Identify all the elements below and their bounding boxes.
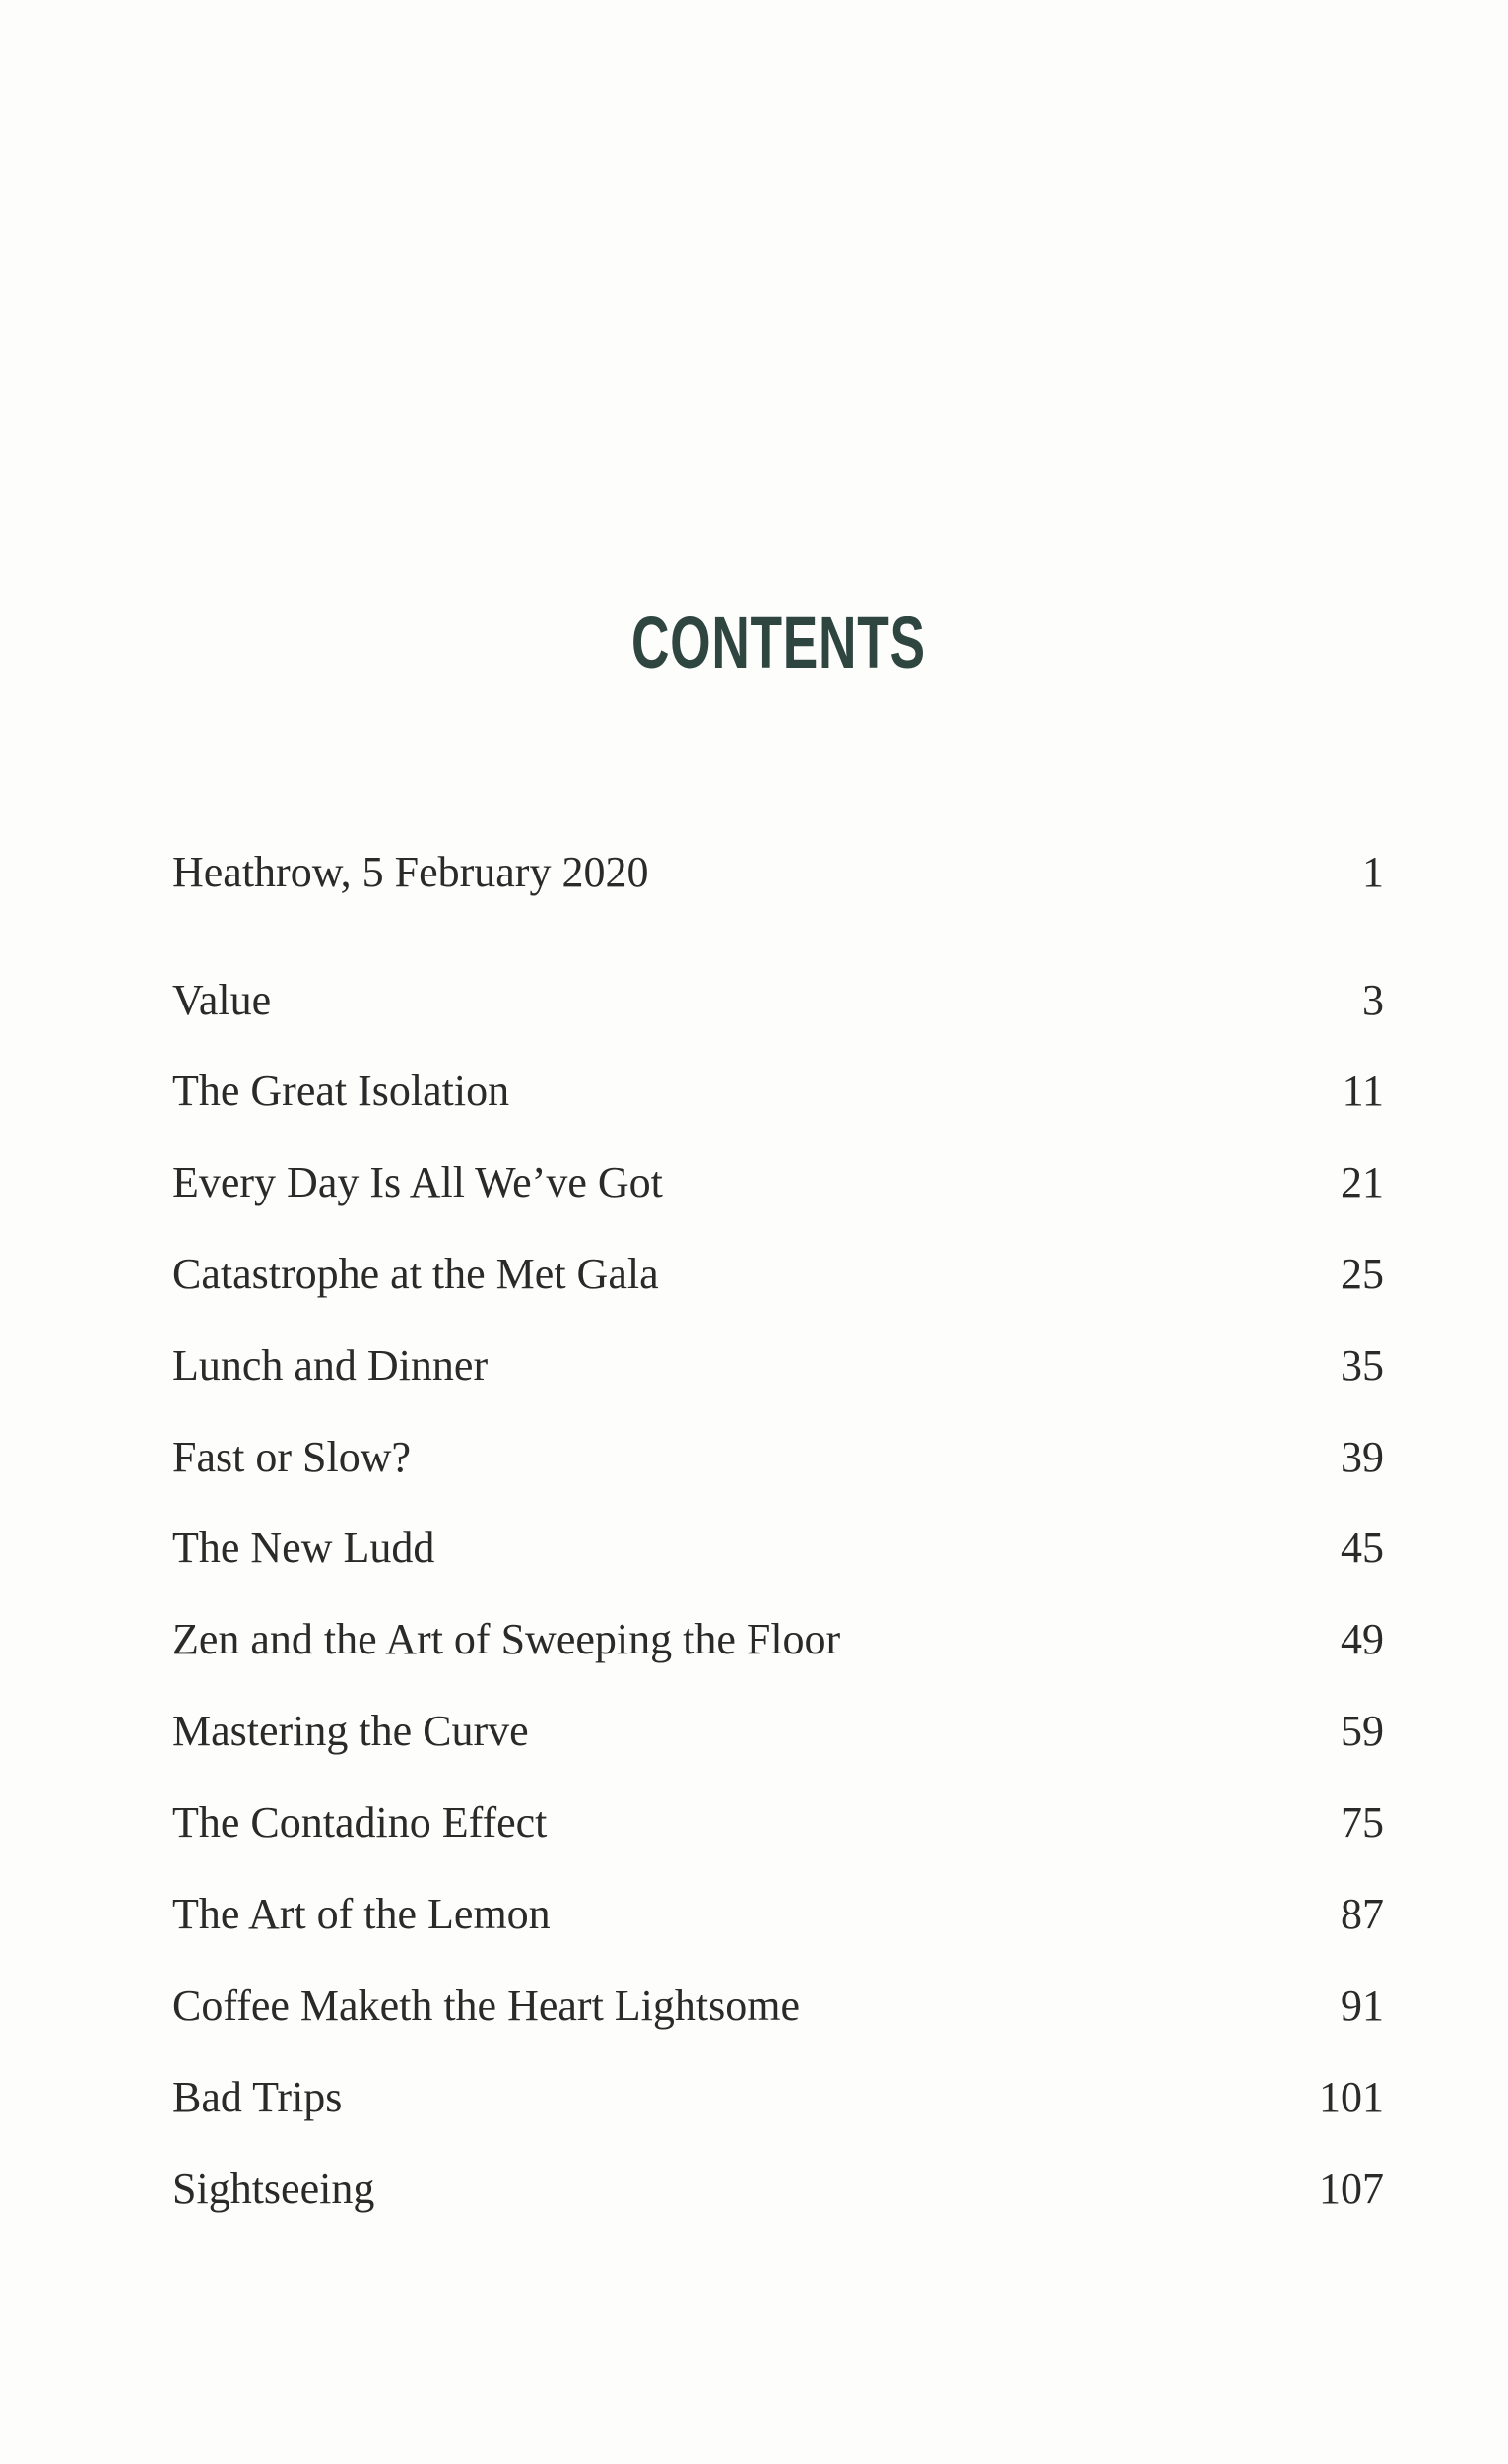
toc-entry-page: 21 — [1341, 1158, 1384, 1206]
toc-entry-page: 35 — [1341, 1341, 1384, 1390]
toc-entry-title: Value — [172, 976, 272, 1024]
toc-entry-page: 39 — [1341, 1433, 1384, 1481]
toc-entry-page: 49 — [1341, 1615, 1384, 1663]
toc-entry-title: Coffee Maketh the Heart Lightsome — [172, 1981, 800, 2030]
toc-entry[interactable] — [172, 1795, 1384, 1850]
toc-entry-title: Every Day Is All We’ve Got — [172, 1158, 663, 1206]
toc-entry[interactable] — [172, 1887, 1384, 1942]
toc-entry-page: 11 — [1342, 1067, 1384, 1115]
toc-entry[interactable] — [172, 2162, 1384, 2217]
toc-entry[interactable] — [172, 2070, 1384, 2125]
toc-entry-page: 1 — [1362, 848, 1384, 896]
page-title: CONTENTS — [630, 602, 926, 683]
toc-entry-title: Catastrophe at the Met Gala — [172, 1250, 659, 1298]
toc-entry-page: 3 — [1362, 976, 1384, 1024]
toc-entry[interactable] — [172, 1704, 1384, 1759]
toc-entry-title: Zen and the Art of Sweeping the Floor — [172, 1615, 841, 1663]
toc-entry-title: The New Ludd — [172, 1524, 435, 1572]
toc-entry-title: The Contadino Effect — [172, 1798, 548, 1847]
toc-entry[interactable] — [172, 1612, 1384, 1667]
toc-entry[interactable] — [172, 1430, 1384, 1485]
toc-entry-title: Fast or Slow? — [172, 1433, 411, 1481]
toc-entry[interactable] — [172, 1978, 1384, 2034]
toc-entry-title: Bad Trips — [172, 2073, 343, 2121]
toc-entry-page: 25 — [1341, 1250, 1384, 1298]
toc-entry-title: Sightseeing — [172, 2165, 375, 2213]
toc-entry-page: 45 — [1341, 1524, 1384, 1572]
toc-entry[interactable] — [172, 1521, 1384, 1576]
toc-entry[interactable] — [172, 1338, 1384, 1394]
toc-entry[interactable] — [172, 973, 1384, 1028]
toc-entry[interactable] — [172, 1247, 1384, 1302]
toc-entry-page: 87 — [1341, 1890, 1384, 1938]
toc-entry-title: Mastering the Curve — [172, 1707, 529, 1755]
toc-entry-page: 101 — [1319, 2073, 1384, 2121]
toc-entry[interactable] — [172, 845, 1384, 900]
toc-entry[interactable] — [172, 1155, 1384, 1210]
toc-entry-page: 75 — [1341, 1798, 1384, 1847]
toc-entry-page: 59 — [1341, 1707, 1384, 1755]
toc-entry-title: The Art of the Lemon — [172, 1890, 551, 1938]
toc-entry[interactable] — [172, 1064, 1384, 1119]
toc-entry-title: The Great Isolation — [172, 1067, 510, 1115]
toc-entry-page: 91 — [1341, 1981, 1384, 2030]
toc-entry-title: Lunch and Dinner — [172, 1341, 489, 1390]
toc-entry-page: 107 — [1319, 2165, 1384, 2213]
toc-entry-title: Heathrow, 5 February 2020 — [172, 848, 649, 896]
